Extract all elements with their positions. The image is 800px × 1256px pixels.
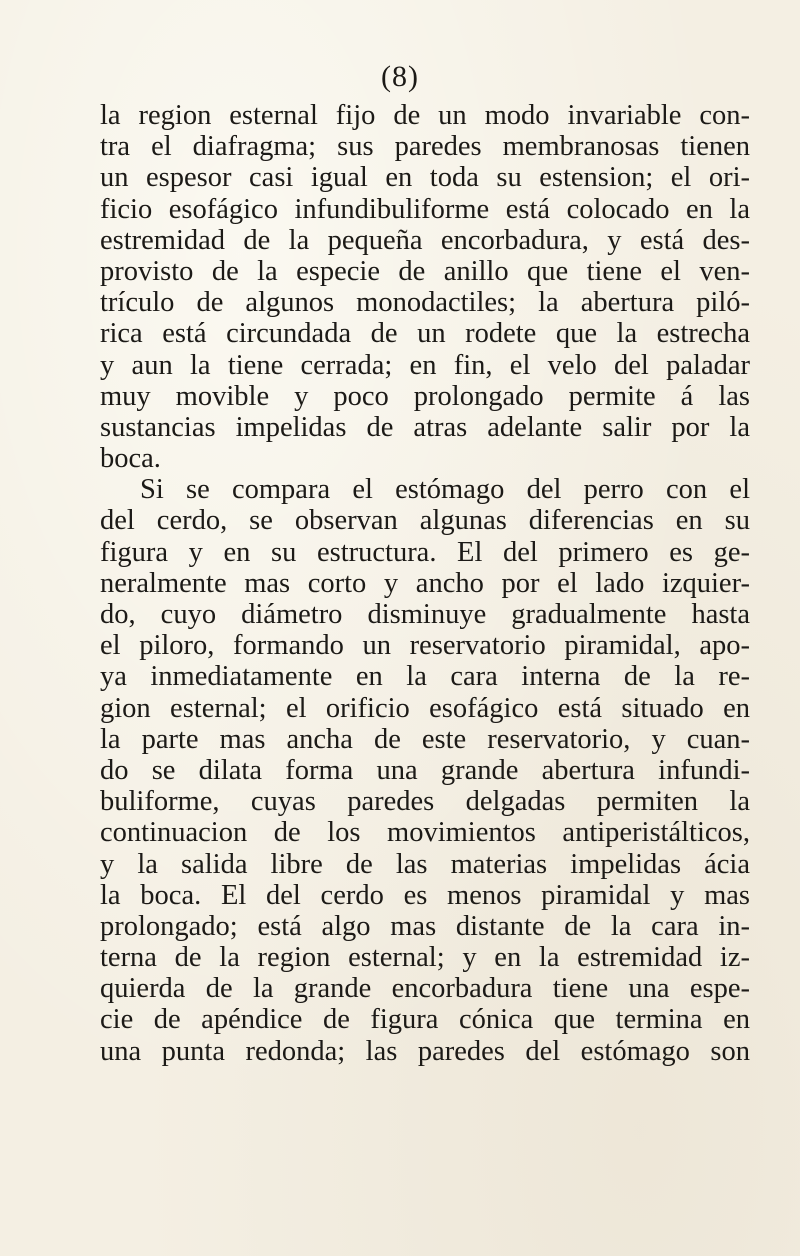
text-line: prolongado; está algo mas distante de la cara in-	[100, 910, 750, 942]
page-number: (8)	[381, 60, 419, 93]
text-line: la boca. El del cerdo es menos piramidal y mas	[100, 879, 750, 911]
text-line: figura y en su estructura. El del primero es ge-	[100, 536, 750, 568]
text-line: provisto de la especie de anillo que tiene el ven-	[100, 255, 750, 287]
text-line: cie de apéndice de figura cónica que termina en	[100, 1004, 750, 1036]
text-line: muy movible y poco prolongado permite á las	[100, 380, 750, 412]
text-line: buliforme, cuyas paredes delgadas permiten la	[100, 786, 750, 818]
text-line: ya inmediatamente en la cara interna de la re-	[100, 661, 750, 693]
text-line: y la salida libre de las materias impelidas ácia	[100, 848, 750, 880]
paragraph-end-line: boca.	[100, 443, 161, 475]
text-line: un espesor casi igual en toda su estension; el ori-	[100, 162, 750, 194]
text-line: gion esternal; el orificio esofágico está situado en	[100, 692, 750, 724]
text-line: ficio esofágico infundibuliforme está colocado en la	[100, 193, 750, 225]
body-text	[100, 100, 750, 1067]
text-line: la region esternal fijo de un modo invariable con-	[100, 100, 750, 131]
text-line: neralmente mas corto y ancho por el lado izquier-	[100, 567, 750, 599]
text-line: del cerdo, se observan algunas diferencias en su	[100, 505, 750, 537]
text-line: y aun la tiene cerrada; en fin, el velo del paladar	[100, 349, 750, 381]
paragraph-start-line: Si se compara el estómago del perro con el	[140, 474, 750, 506]
text-line: continuacion de los movimientos antiperistálticos,	[100, 817, 750, 849]
text-line: trículo de algunos monodactiles; la abertura piló-	[100, 287, 750, 319]
text-line: terna de la region esternal; y en la estremidad iz-	[100, 942, 750, 974]
text-line: do se dilata forma una grande abertura infundi-	[100, 754, 750, 786]
text-line: estremidad de la pequeña encorbadura, y está des-	[100, 224, 750, 256]
text-line: rica está circundada de un rodete que la estrecha	[100, 318, 750, 350]
text-line: tra el diafragma; sus paredes membranosas tienen	[100, 131, 750, 163]
text-line: el piloro, formando un reservatorio piramidal, apo-	[100, 630, 750, 662]
text-line: una punta redonda; las paredes del estómago son	[100, 1035, 750, 1067]
text-line: quierda de la grande encorbadura tiene una espe-	[100, 973, 750, 1005]
text-line: la parte mas ancha de este reservatorio, y cuan-	[100, 723, 750, 755]
text-line: sustancias impelidas de atras adelante salir por la	[100, 411, 750, 443]
text-line: do, cuyo diámetro disminuye gradualmente hasta	[100, 599, 750, 630]
